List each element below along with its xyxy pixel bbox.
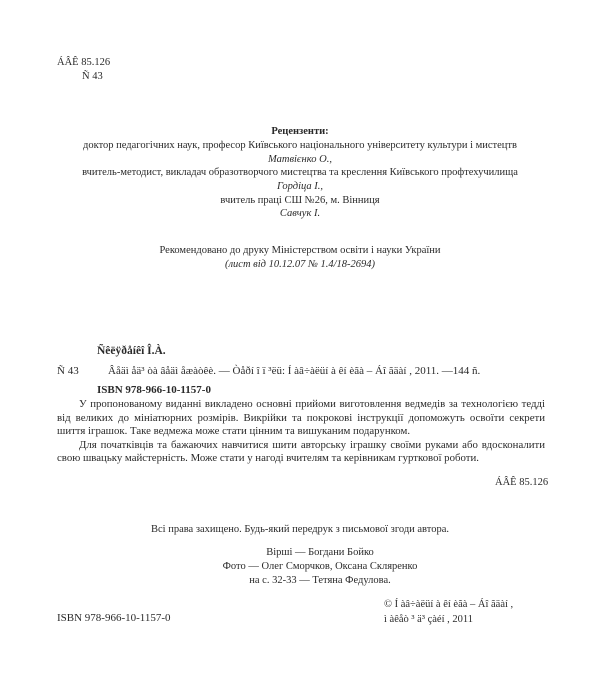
rights-notice: Всі права захищено. Будь-який передрук з письмової згоди автора. <box>151 524 449 535</box>
catalog-author: Ñêëÿðåíêî Î.À. <box>97 345 166 357</box>
copyright-line: © Í àâ÷àëüí à êí èãà – Áî ãäàí , <box>384 599 514 610</box>
isbn-bottom: ISBN 978-966-10-1157-0 <box>57 612 171 624</box>
reviewer-name: Савчук І. <box>279 208 321 219</box>
bbk-code-bottom: ÁÂÊ 85.126 <box>495 477 549 488</box>
annotation-paragraph: У пропонованому виданні викладено основні прийоми виготовлення ведмедів за технологією тедді від великих до мініатюрних розмірів. Викрійки та покрокові інструкції допоможуть освоїти секрети шиття іграшок. Таке ведмежа може стати цінним та вишуканим подарунком. <box>57 398 545 438</box>
credit-line: Фото — Олег Сморчков, Оксана Скляренко <box>222 561 418 572</box>
catalog-isbn: ISBN 978-966-10-1157-0 <box>97 384 211 396</box>
annotation <box>57 398 545 466</box>
recommendation-letter: (лист від 10.12.07 № 1.4/18-2694) <box>224 259 376 270</box>
bbk-code: ÁÂÊ 85.126 <box>57 57 111 68</box>
catalog-code: Ñ 43 <box>57 365 79 377</box>
reviewer-name: Матвієнко О., <box>268 154 332 165</box>
reviewer-position: доктор педагогічних наук, професор Київського національного університету культури і мистецтв <box>83 140 517 151</box>
reviewers-heading: Рецензенти: <box>271 126 329 137</box>
annotation-paragraph: Для початківців та бажаючих навчитися шити авторську іграшку своїми руками або вдосконалити свою швацьку майстерність. Може стати у нагоді вчителям та керівникам гурткової роботи. <box>57 438 545 465</box>
reviewer-position: вчитель праці СШ №26, м. Вінниця <box>220 195 380 206</box>
copyright-line: ì àêåò ³ ä³ çàéí , 2011 <box>384 614 473 625</box>
reviewer-name: Гордіца І., <box>276 181 324 192</box>
credit-line: на с. 32-33 — Тетяна Федулова. <box>249 575 391 586</box>
credit-line: Вірші — Богдани Бойко <box>266 547 374 558</box>
reviewer-position: вчитель-методист, викладач образотворчого мистецтва та креслення Київського профтехучилища <box>82 167 518 178</box>
recommendation-text: Рекомендовано до друку Міністерством освіти і науки України <box>159 245 441 256</box>
udc-code: Ñ 43 <box>82 71 103 82</box>
catalog-description: Âåäì åä³ òà âåäì åæàòêè. — Òåðí î ï ³ëü: Í àâ÷àëüí à êí èãà – Áî ãäàí , 2011. —144 ñ. <box>108 365 481 377</box>
